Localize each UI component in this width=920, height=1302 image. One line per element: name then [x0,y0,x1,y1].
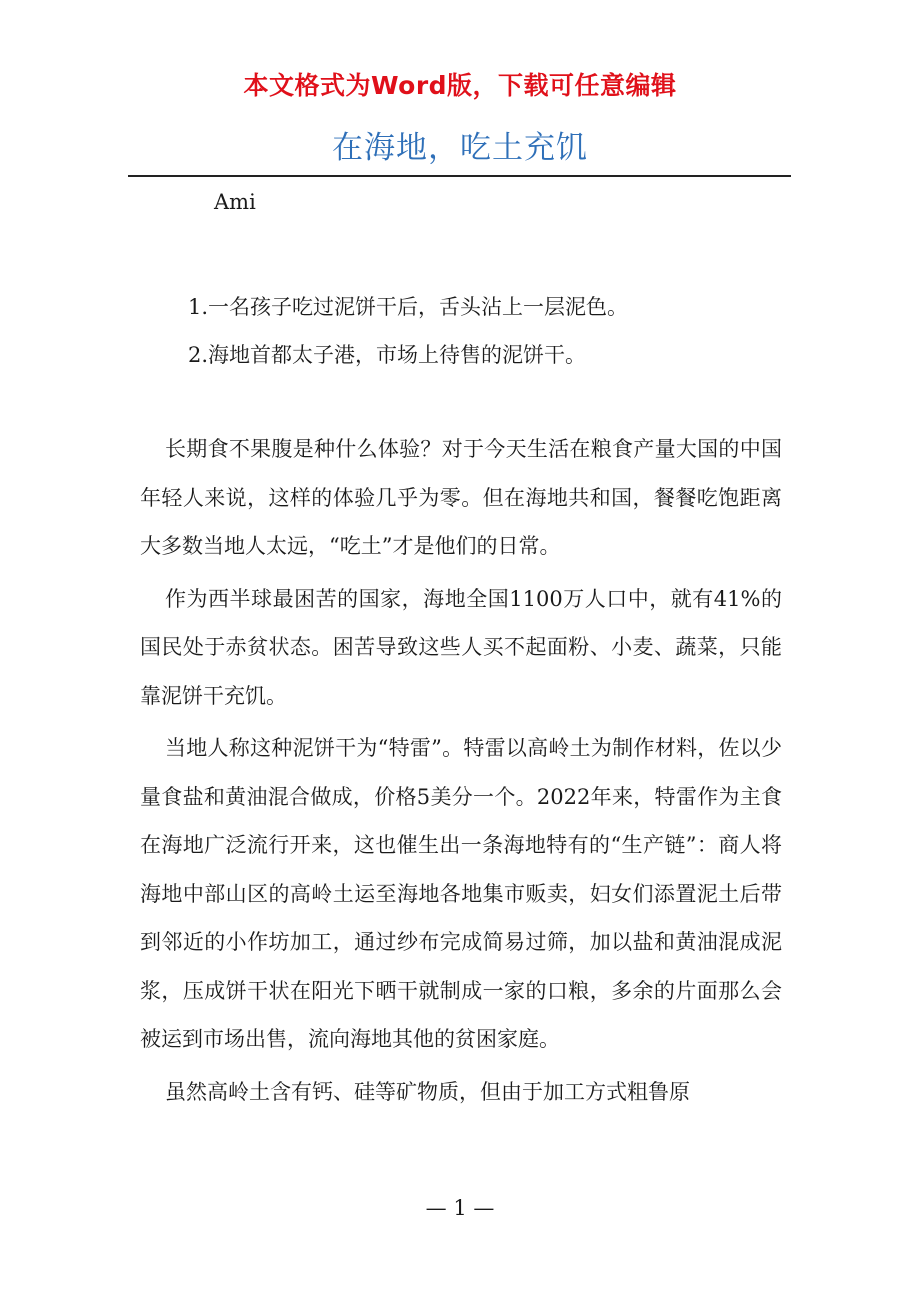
body-paragraph: 当地人称这种泥饼干为“特雷”。特雷以高岭土为制作材料，佐以少量食盐和黄油混合做成，价格5美分一个。2022年来，特雷作为主食在海地广泛流行开来，这也催生出一条海地特有的“生产链”：商人将海地中部山区的高岭土运至海地各地集市贩卖，妇女们添置泥土后带到邻近的小作坊加工，通过纱布完成简易过筛，加以盐和黄油混成泥浆，压成饼干状在阳光下晒干就制成一家的口粮，多余的片面那么会被运到市场出售，流向海地其他的贫困家庭。 [140,736,782,1051]
body-paragraph: 作为西半球最困苦的国家，海地全国1100万人口中，就有41%的国民处于赤贫状态。困苦导致这些人买不起面粉、小麦、蔬菜，只能靠泥饼干充饥。 [140,586,782,708]
image-captions [188,283,628,379]
header-divider [128,175,791,177]
page-number: — 1 — [425,1196,495,1220]
caption-item: 1.一名孩子吃过泥饼干后，舌头沾上一层泥色。 [188,295,629,319]
body-paragraph: 虽然高岭土含有钙、硅等矿物质，但由于加工方式粗鲁原 [165,1079,690,1104]
author-name: Ami [214,190,256,214]
article-title: 在海地，吃土充饥 [332,130,588,166]
format-banner: 本文格式为Word版，下载可任意编辑 [243,71,677,100]
article-body [140,425,782,1120]
body-paragraph: 长期食不果腹是种什么体验？对于今天生活在粮食产量大国的中国年轻人来说，这样的体验几乎为零。但在海地共和国，餐餐吃饱距离大多数当地人太远，“吃土”才是他们的日常。 [140,437,782,558]
caption-item: 2.海地首都太子港，市场上待售的泥饼干。 [188,343,587,367]
